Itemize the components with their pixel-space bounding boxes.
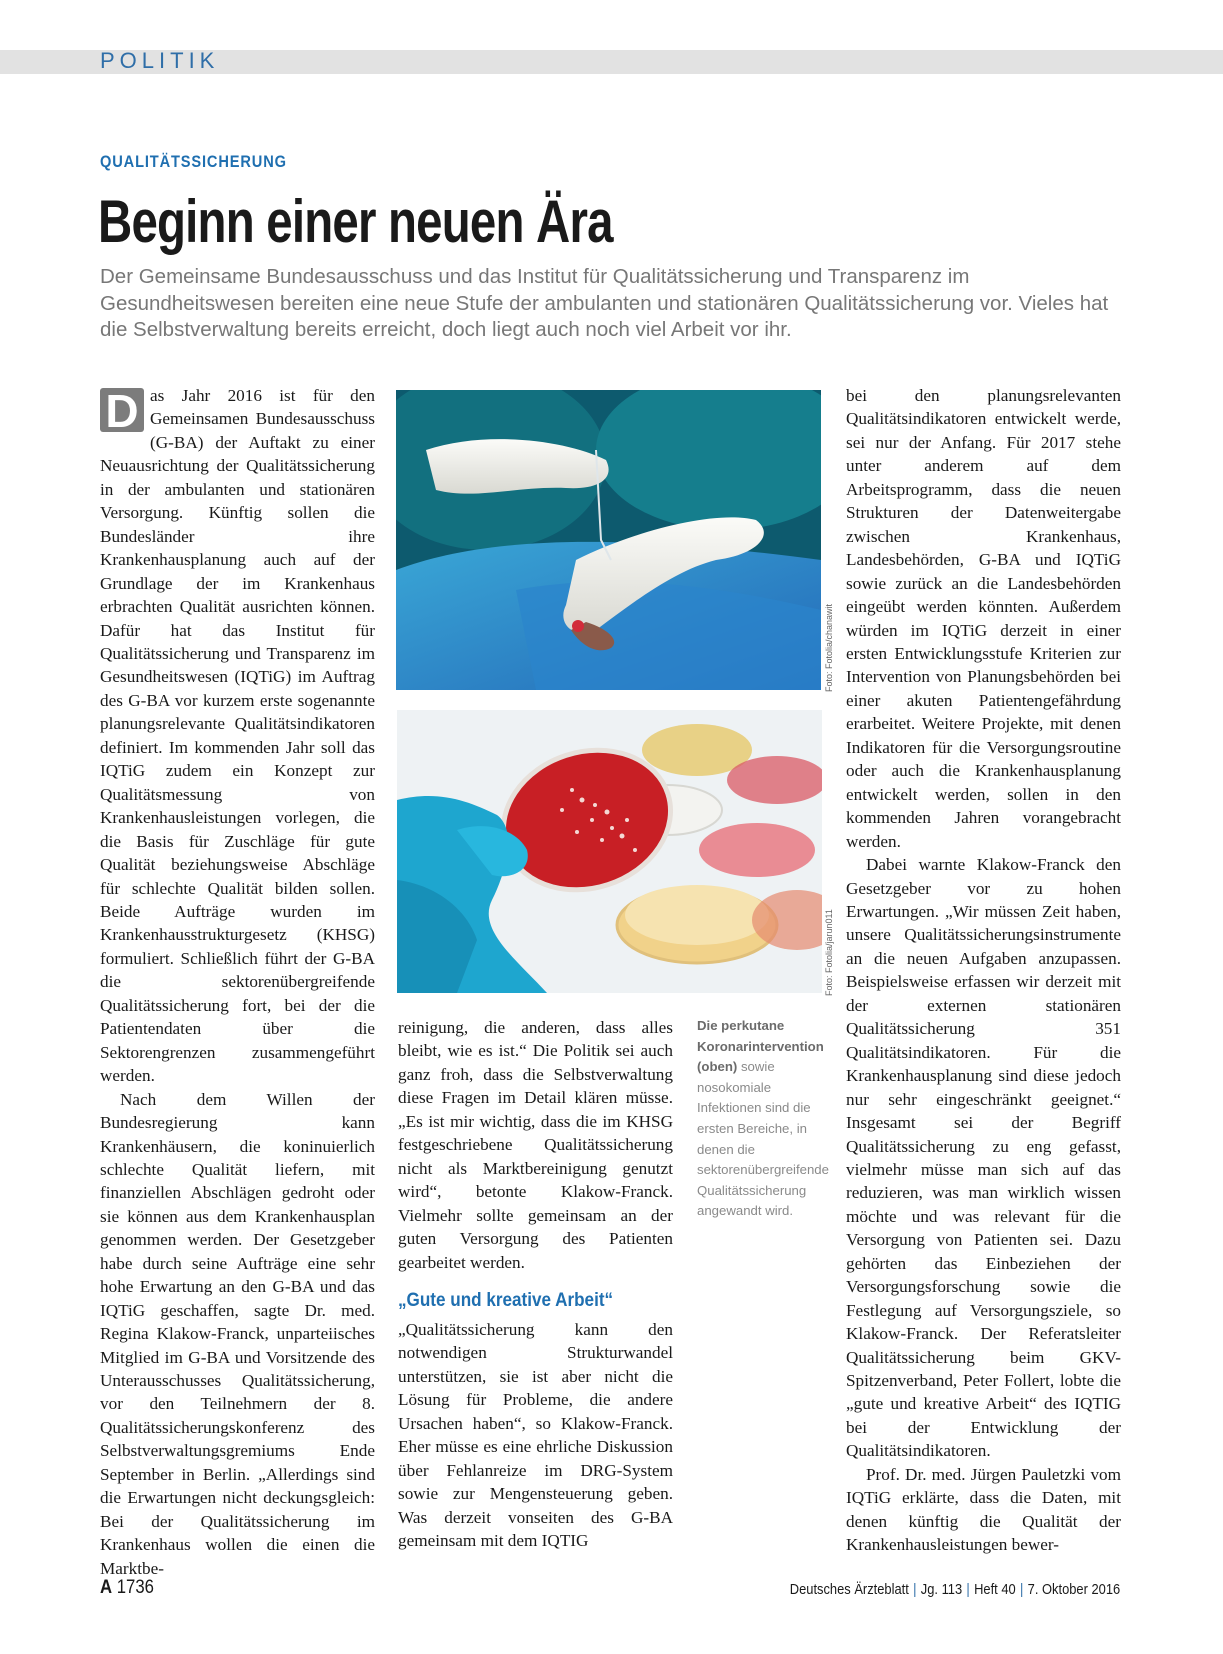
text-column-2 [398,1016,673,1274]
text-column-2b [398,1318,673,1553]
page-prefix: A [100,1577,113,1598]
photo-caption [697,1016,829,1222]
petri-dish-image [397,710,822,993]
article-lead: Der Gemeinsame Bundesausschuss und das Institut für Qualitätssicherung und Transparenz im Gesundheitswesen bereiten eine neue Stufe der ambulanten und stationären Qualitätssicherung vor. Vieles hat die Selbstverwaltung bereits erreicht, doch liegt auch noch viel Arbeit vor ihr. [100,265,1109,341]
caption-text: sowie nosokomiale Infektionen sind die ersten Bereiche, in denen die sektorenübergreifende Qualitätssicherung angewandt wird. [697,1059,829,1219]
article-kicker: QUALITÄTSSICHERUNG [100,152,287,171]
paragraph-text: as Jahr 2016 ist für den Gemeinsamen Bundesausschuss (G-BA) der Auftakt zu einer Neuausrichtung der Qualitätssicherung in der ambulanten und stationären Versorgung. Künftig sollen die Bundesländer ihre Krankenhausplanung auch auf der Grundlage der im Krankenhaus erbrachten Qualität ausrichten können. Dafür hat das Institut für Qualitätssicherung und Transparenz im Gesundheitswesen (IQTiG) im Auftrag des G-BA vor kurzem erste sogenannte planungsrelevante Qualitätsindikatoren definiert. Im kommenden Jahr soll das IQTiG zudem ein Konzept zur Qualitätsmessung von Krankenhausleistungen vorlegen, die die Basis für Zuschläge für gute Qualität beziehungsweise Abschläge für schlechte Qualität bilden sollen. Beide Aufträge wurden im Krankenhausstrukturgesetz (KHSG) formuliert. Schließlich führt der G-BA die sektorenübergreifende Qualitätssicherung fort, bei der die Patientendaten über die Sektorengrenzen zusammengeführt werden. [100,386,375,1086]
publication-name: Deutsches Ärzteblatt [789,1581,909,1598]
article-subhead: „Gute und kreative Arbeit“ [398,1290,614,1311]
article-title: Beginn einer neuen Ära [98,188,613,255]
paragraph: reinigung, die anderen, dass alles bleibt, wie es ist.“ Die Politik sei auch ganz froh, dass die Selbstverwaltung diese Fragen im Detail klären müsse. „Es ist mir wichtig, dass die im KHSG festgeschriebene Qualitätssicherung nicht als Marktbereinigung genutzt wird“, betonte Klakow-Franck. Vielmehr sollte gemeinsam an der guten Versorgung des Patienten gearbeitet werden. [398,1018,673,1272]
paragraph: Prof. Dr. med. Jürgen Pauletzki vom IQTiG erklärte, dass die Daten, mit denen künftig die Qualität der Krankenhausleistungen bewer- [846,1464,1121,1555]
separator: | [966,1581,970,1598]
issue: Heft 40 [973,1581,1016,1598]
volume: Jg. 113 [920,1581,962,1598]
drop-cap: D [100,388,144,432]
paragraph: Dabei warnte Klakow-Franck den Gesetzgeber vor zu hohen Erwartungen. „Wir müssen Zeit haben, unsere Qualitätssicherungsinstrumente an die neuen Aufgaben anzupassen. Beispielsweise erfassen wir derzeit mit der externen stationären Qualitätssicherung 351 Qualitätsindikatoren. Für die Krankenhausplanung sind diese jedoch nur sehr eingeschränkt geeignet.“ Insgesamt sei der Begriff Qualitätssicherung zu eng gefasst, vielmehr müsse man sich auf das reduzieren, was man wirklich wissen möchte und was relevant für die Versorgung von Patienten sei. Dazu gehörten das Einbeziehen der Versorgungsforschung sowie die Festlegung auf Versorgungsziele, so Klakow-Franck. Der Referatsleiter Qualitätssicherung beim GKV-Spitzenverband, Peter Follert, lobte die „gute und kreative Arbeit“ des IQTIG bei der Entwicklung der Qualitätsindikatoren. [846,855,1121,1461]
photo-petri-dish [397,710,822,993]
paragraph: bei den planungsrelevanten Qualitätsindikatoren entwickelt werde, sei nur der Anfang. Für 2017 stehe unter anderem auf dem Arbeitsprogramm, dass die neuen Strukturen der Datenweitergabe zwischen Krankenhaus, Landesbehörden, G-BA und IQTiG sowie zurück an die Landesbehörden eingeübt werden könnten. Außerdem würden im IQTiG derzeit in einer ersten Entwicklungsstufe Kriterien zur Intervention von Planungsbehörden bei einer akuten Patientengefährdung erarbeitet. Weitere Projekte, mit denen Indikatoren für die Versorgungsroutine oder auch die Krankenhausplanung entwickelt werden, sollen in den kommenden Jahren vorangebracht werden. [846,386,1121,851]
section-label: POLITIK [100,48,220,73]
separator: | [1019,1581,1024,1598]
separator: | [912,1581,917,1598]
publication-line [790,1581,1120,1598]
photo-surgery [396,390,821,690]
photo-credit: Foto: Fotolia/jarun011 [824,909,834,996]
paragraph: „Qualitätssicherung kann den notwendigen Strukturwandel unterstützen, sie ist aber nicht die Lösung für Probleme, die andere Ursachen haben“, so Klakow-Franck. Eher müsse es eine ehrliche Diskussion über Fehlanreize im DRG-System sowie zur Mengensteuerung geben. Was derzeit vonseiten des G-BA gemeinsam mit dem IQTIG [398,1320,673,1551]
text-column-1 [100,384,375,1578]
text-column-3 [846,384,1121,1557]
date: 7. Oktober 2016 [1027,1581,1120,1598]
page-number-value: 1736 [116,1577,154,1598]
caption-bold: Die perkutane Koronarintervention (oben) [697,1018,824,1075]
surgery-image [396,390,821,690]
paragraph: Nach dem Willen der Bundesregierung kann Krankenhäusern, die koninuierlich schlechte Qualität liefern, mit finanziellen Abschlägen gedroht oder sie können aus dem Krankenhausplan genommen werden. Der Gesetzgeber habe durch seine Aufträge eine sehr hohe Erwartung an den G-BA und das IQTiG geschaffen, sagte Dr. med. Regina Klakow-Franck, unparteiisches Mitglied im G-BA und Vorsitzende des Unterausschusses Qualitätssicherung, vor den Teilnehmern der 8. Qualitätssicherungskonferenz des Selbstverwaltungsgremiums Ende September in Berlin. „Allerdings sind die Erwartungen nicht deckungsgleich: Bei der Qualitätssicherung im Krankenhaus wollen die einen die Marktbe- [100,1089,375,1578]
photo-credit: Foto: Fotolia/chanawit [824,603,834,692]
page-number [100,1577,154,1599]
paragraph [100,384,375,1088]
